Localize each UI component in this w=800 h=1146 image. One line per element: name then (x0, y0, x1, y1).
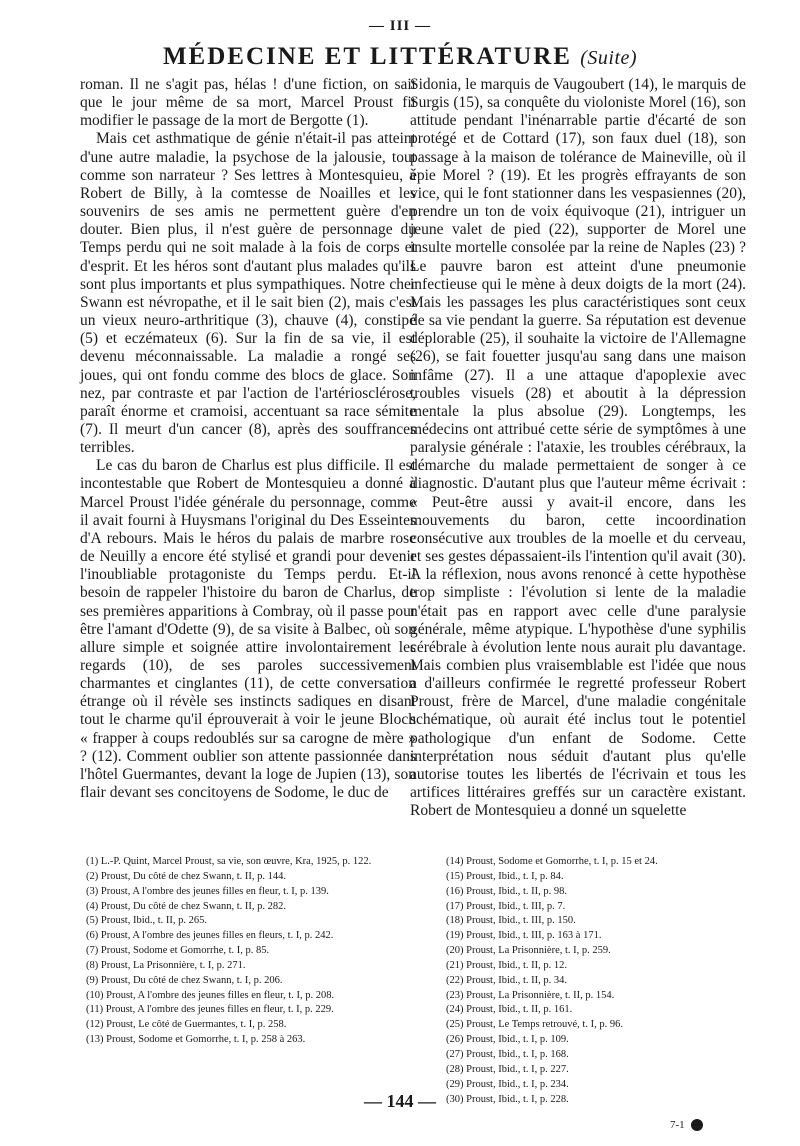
footnote: (30) Proust, Ibid., t. I, p. 228. (446, 1093, 569, 1105)
footnote: (15) Proust, Ibid., t. I, p. 84. (446, 870, 564, 882)
paragraph: roman. Il ne s'agit pas, hélas ! d'une fiction, on sait que le jour même de sa mort, Marcel Proust fit modifier le passage de la mort de Bergotte (1). (80, 76, 416, 130)
signature-mark: 7-1 (670, 1119, 685, 1131)
footnote: (2) Proust, Du côté de chez Swann, t. II, p. 144. (86, 870, 287, 882)
page-title (0, 43, 800, 71)
footnote: (29) Proust, Ibid., t. I, p. 234. (446, 1078, 569, 1090)
footnote: (8) Proust, La Prisonnière, t. I, p. 271. (86, 959, 246, 971)
footnote: (20) Proust, La Prisonnière, t. I, p. 259. (446, 945, 611, 957)
footnote: (17) Proust, Ibid., t. III, p. 7. (446, 900, 566, 912)
title-text: MÉDECINE ET LITTÉRATURE (162, 43, 572, 70)
footnote: (3) Proust, A l'ombre des jeunes filles en fleur, t. I, p. 139. (86, 885, 329, 897)
paragraph: Sidonia, le marquis de Vaugoubert (14), le marquis de Surgis (15), sa conquête du violoniste Morel (16), son attitude pendant l'inénarrable partie d'écarté de son protégé et de Cottard (17), son faux duel (18), son passage à la maison de tolérance de Maineville, où il épie Morel ? (19). Et les progrès effrayants de son vice, qui le font stationner dans les vespasiennes (20), prendre un ton de voix équivoque (21), intriguer un jeune valet de pied (22), supporter de Morel une insulte mortelle consolée par la reine de Naples (23) ? Le pauvre baron est atteint d'une pneumonie infectieuse qui le mène à deux doigts de la mort (24). Mais les passages les plus caractéristiques sont ceux de sa vie pendant la guerre. Sa réputation est devenue déplorable (25), il souhaite la victoire de l'Allemagne (26), se fait fouetter jusqu'au sang dans une maison infâme (27). Il a une attaque d'apoplexie avec troubles visuels (28) et aboutit à la dépression mentale la plus absolue (29). Longtemps, les médecins ont attribué cette série de symptômes à une paralysie générale : l'ataxie, les troubles cérébraux, la démarche du malade permettaient de songer à ce diagnostic. D'autant plus que l'auteur même écrivait : « Peut-être aussi y avait-il encore, dans les mouvements du baron, cette incoordination consécutive aux troubles de la moelle et du cerveau, et ses gestes dépassaient-ils l'intention qu'il avait (30). A la réflexion, nous avons renoncé à cette hypothèse trop simpliste : l'évolution si lente de la maladie n'était pas en rapport avec celle d'une paralysie générale, même atypique. L'hypothèse d'une syphilis cérébrale à évolution lente nous aurait plu davantage. Mais combien plus vraisemblable est l'idée que nous a d'ailleurs confirmée le regretté professeur Robert Proust, frère de Marcel, d'une maladie congénitale schématique, où aurait été inclus tout le potentiel pathologique d'un enfant de Sodome. Cette interprétation nous séduit d'autant plus qu'elle autorise toutes les libertés de l'écrivain et tous les artifices littéraires greffés sur un caractère existant. Robert de Montesquieu a donné un squelette (410, 76, 746, 820)
text-column-right (410, 76, 746, 820)
footnote: (7) Proust, Sodome et Gomorrhe, t. I, p. 85. (86, 945, 270, 957)
footnote: (24) Proust, Ibid., t. II, p. 161. (446, 1004, 573, 1016)
footnote: (12) Proust, Le côté de Guermantes, t. I, p. 258. (86, 1019, 287, 1031)
section-number: — III — (368, 18, 431, 34)
footnotes-left (80, 856, 400, 1049)
paragraph: Le cas du baron de Charlus est plus difficile. Il est incontestable que Robert de Montesquieu a donné à Marcel Proust l'idée générale du personnage, comme il avait fourni à Huysmans l'original du Des Esseintes d'A rebours. Mais le héros du palais de marbre rose de Neuilly a encore été stylisé et grandi pour devenir l'inoubliable protagoniste du Temps perdu. Et-il besoin de rappeler l'histoire du baron de Charlus, de ses premières apparitions à Combray, où il passe pour être l'amant d'Odette (9), de sa visite à Balbec, où son allure simple et soignée attire involontairement les regards (10), de ses paroles successivement charmantes et cinglantes (11), de cette conversation étrange où il révèle ses instincts sadiques en disant tout le charme qu'il éprouverait à voir le jeune Bloch « frapper à coups redoublés sur sa carogne de mère » ? (12). Comment oublier son attente passionnée dans l'hôtel Guermantes, devant la loge de Jupien (13), son flair devant ses concitoyens de Sodome, le duc de (80, 457, 416, 802)
footnote: (5) Proust, Ibid., t. II, p. 265. (86, 915, 208, 927)
footnote: (19) Proust, Ibid., t. III, p. 163 à 171. (446, 930, 602, 942)
footnote: (6) Proust, A l'ombre des jeunes filles en fleurs, t. I, p. 242. (86, 930, 334, 942)
footnote: (4) Proust, Du côté de chez Swann, t. II, p. 282. (86, 900, 287, 912)
footnote: (13) Proust, Sodome et Gomorrhe, t. I, p. 258 à 263. (86, 1034, 306, 1046)
paragraph: Mais cet asthmatique de génie n'était-il pas atteint d'une autre maladie, la psychose de la jalousie, tout comme son narrateur ? Ses lettres à Montesquieu, à Robert de Billy, à la comtesse de Noailles et les souvenirs de ses amis ne permettent guère d'en douter. Bien plus, il n'est guère de personnage du Temps perdu qui ne soit malade à la fois de corps et d'esprit. Et les héros sont d'autant plus malades qu'ils sont plus importants et plus sympathiques. Notre cher Swann est névropathe, et il le sait bien (2), mais c'est un vieux neuro-arthritique (3), chauve (4), constipé (5) et eczémateux (6). Sur la fin de sa vie, il est devenu méconnaissable. La maladie a rongé ses joues, qui ont fondu comme des blocs de glace. Son nez, par contraste et par l'action de l'artériosclérose, paraît énorme et cramoisi, accentuant sa race sémite (7). Il meurt d'un cancer (8), après des souffrances terribles. (80, 130, 416, 457)
printer-signature (670, 1119, 703, 1131)
footnotes-right (440, 856, 760, 1108)
text-column-left (80, 76, 416, 802)
footnote: (25) Proust, Le Temps retrouvé, t. I, p. 96. (446, 1019, 623, 1031)
footnote: (14) Proust, Sodome et Gomorrhe, t. I, p. 15 et 24. (446, 856, 658, 867)
footnote: (21) Proust, Ibid., t. II, p. 12. (446, 959, 568, 971)
title-suffix: (Suite) (580, 47, 638, 69)
footnote: (27) Proust, Ibid., t. I, p. 168. (446, 1048, 569, 1060)
footnote: (16) Proust, Ibid., t. II, p. 98. (446, 885, 568, 897)
footnote: (11) Proust, A l'ombre des jeunes filles en fleur, t. I, p. 229. (86, 1004, 334, 1016)
footnote: (9) Proust, Du côté de chez Swann, t. I, p. 206. (86, 974, 283, 986)
footnote: (10) Proust, A l'ombre des jeunes filles en fleur, t. I, p. 208. (86, 989, 335, 1001)
footnote: (1) L.-P. Quint, Marcel Proust, sa vie, son œuvre, Kra, 1925, p. 122. (86, 856, 372, 867)
footnote: (18) Proust, Ibid., t. III, p. 150. (446, 915, 576, 927)
bullet-dot-icon (691, 1119, 703, 1131)
footnote: (26) Proust, Ibid., t. I, p. 109. (446, 1034, 569, 1046)
page-number: — 144 — (364, 1091, 436, 1111)
footnote: (28) Proust, Ibid., t. I, p. 227. (446, 1063, 569, 1075)
footnote: (22) Proust, Ibid., t. II, p. 34. (446, 974, 568, 986)
footnote: (23) Proust, La Prisonnière, t. II, p. 154. (446, 989, 615, 1001)
